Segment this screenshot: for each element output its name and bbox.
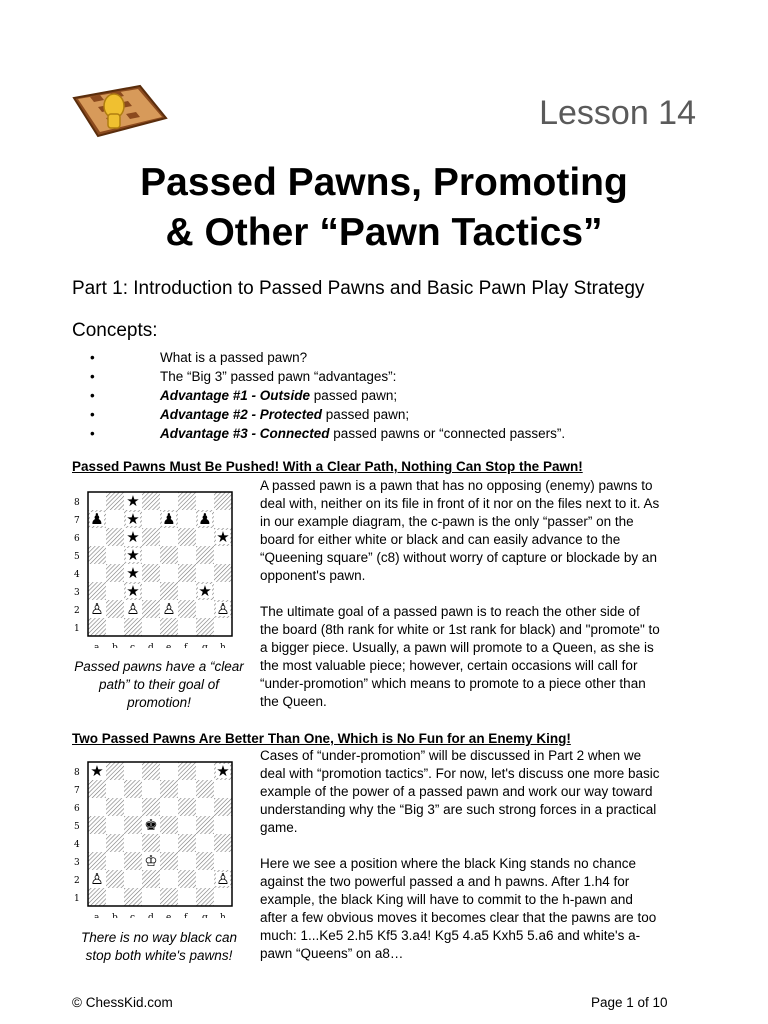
concepts-list	[72, 348, 692, 443]
board2-square	[106, 852, 124, 870]
board1-square	[124, 618, 142, 636]
chess-board-1	[68, 488, 248, 648]
board1-piece-e7: ♟	[162, 510, 176, 528]
concept-text: passed pawns or “connected passers”.	[329, 426, 566, 441]
bullet: •	[90, 426, 95, 441]
board1-square	[196, 492, 214, 510]
board2-square	[214, 888, 232, 906]
board1-square	[178, 582, 196, 600]
board1-file-label: d	[148, 643, 154, 648]
board1-rank-label: 8	[74, 498, 80, 508]
board2-square	[106, 834, 124, 852]
board2-square	[178, 798, 196, 816]
board2-square	[106, 870, 124, 888]
board1-square	[142, 492, 160, 510]
board2-square	[196, 852, 214, 870]
board1-piece-g7: ♟	[198, 510, 212, 528]
board2-square	[106, 816, 124, 834]
concept-item	[72, 424, 692, 443]
concept-text: passed pawn;	[322, 407, 410, 422]
board2-square	[88, 816, 106, 834]
board1-file-label: h	[220, 643, 226, 648]
board1-file-label: g	[202, 643, 208, 648]
board2-file-label: g	[202, 913, 208, 918]
title-line-2: & Other “Pawn Tactics”	[165, 211, 603, 254]
board2-file-label: h	[220, 913, 226, 918]
board1-square	[178, 564, 196, 582]
board2-square	[178, 780, 196, 798]
board1-rank-label: 1	[74, 624, 80, 634]
board2-square	[178, 834, 196, 852]
board1-piece-c2: ♙	[126, 600, 140, 618]
board1-square	[178, 528, 196, 546]
board1-square	[178, 600, 196, 618]
board1-square	[214, 564, 232, 582]
board2-square	[160, 888, 178, 906]
board1-piece-a7: ♟	[90, 510, 104, 528]
board2-piece-d3: ♔	[144, 852, 158, 870]
board1-rank-label: 4	[74, 570, 80, 580]
board2-square	[160, 798, 178, 816]
page-title	[0, 158, 768, 258]
board2-square	[124, 780, 142, 798]
board1-square	[142, 510, 160, 528]
board2-square	[196, 834, 214, 852]
board2-rank-label: 6	[74, 804, 80, 814]
board1-piece-e2: ♙	[162, 600, 176, 618]
board1-square	[160, 528, 178, 546]
concept-text: What is a passed pawn?	[160, 350, 308, 365]
board2-square	[214, 780, 232, 798]
title-line-1: Passed Pawns, Promoting	[140, 161, 628, 204]
board1-file-label: a	[94, 643, 100, 648]
board1-square	[106, 582, 124, 600]
board2-square	[88, 798, 106, 816]
board2-square	[124, 852, 142, 870]
board2-square	[142, 888, 160, 906]
board2-square	[196, 816, 214, 834]
part-heading: Part 1: Introduction to Passed Pawns and Basic Pawn Play Strategy	[72, 278, 645, 299]
board1-rank-label: 3	[74, 588, 80, 598]
board1-square	[88, 618, 106, 636]
section-2-body	[260, 747, 660, 981]
board1-square	[106, 618, 124, 636]
board1-rank-label: 6	[74, 534, 80, 544]
board2-rank-label: 4	[74, 840, 80, 850]
board2-square	[178, 870, 196, 888]
board1-piece-c7: ★	[126, 510, 140, 528]
board2-file-label: c	[130, 913, 136, 918]
board1-square	[142, 546, 160, 564]
board1-square	[142, 618, 160, 636]
board2-file-label: b	[112, 913, 118, 918]
board1-piece-c8: ★	[126, 492, 140, 510]
board2-square	[196, 870, 214, 888]
board1-file-label: f	[184, 643, 188, 648]
board2-square	[124, 888, 142, 906]
board1-piece-a2: ♙	[90, 600, 104, 618]
bullet: •	[90, 350, 95, 365]
board1-piece-c6: ★	[126, 528, 140, 546]
section-1-paragraph-2: The ultimate goal of a passed pawn is to reach the other side of the board (8th rank for white or 1st rank for black) and "promote" to a bigger piece. Usually, a pawn will promote to a Queen, as she is the most valuable piece; however, certain occasions will call for “under-promotion” which means to promote to a piece other than the Queen.	[260, 604, 660, 709]
board1-square	[142, 528, 160, 546]
board1-square	[178, 546, 196, 564]
board2-square	[124, 762, 142, 780]
board2-piece-a8: ★	[90, 762, 104, 780]
board2-square	[142, 870, 160, 888]
section-2-paragraph-2: Here we see a position where the black King stands no chance against the two powerful passed a and h pawns. After 1.h4 for example, the black King will have to commit to the h-pawn and after a few obvious moves it becomes clear that the pawns are too much: 1...Ke5 2.h5 Kf5 3.a4! Kg5 4.a5 Kxh5 5.a6 and white's a-pawn “Queens” on a8…	[260, 856, 657, 961]
board2-square	[160, 762, 178, 780]
section-2-paragraph-1: Cases of “under-promotion” will be discussed in Part 2 when we deal with “promotion tactics”. For now, let's discuss one more basic example of the power of a passed pawn and work our way toward understanding why the “Big 3” are such strong forces in a practical game.	[260, 748, 660, 835]
board2-piece-h2: ♙	[216, 870, 230, 888]
board1-rank-label: 5	[74, 552, 80, 562]
board2-square	[88, 834, 106, 852]
concept-text: The “Big 3” passed pawn “advantages”:	[160, 369, 397, 384]
board1-piece-c4: ★	[126, 564, 140, 582]
board2-square	[124, 870, 142, 888]
section-2-heading: Two Passed Pawns Are Better Than One, Which is No Fun for an Enemy King!	[72, 731, 571, 746]
board1-rank-label: 2	[74, 606, 80, 616]
bullet: •	[90, 407, 95, 422]
section-2-caption: There is no way black can stop both white's pawns!	[80, 930, 238, 963]
board2-square	[106, 780, 124, 798]
board2-square	[196, 798, 214, 816]
board2-square	[124, 798, 142, 816]
board2-square	[142, 780, 160, 798]
concepts-heading: Concepts:	[72, 320, 158, 341]
board2-square	[196, 762, 214, 780]
footer-page-number: Page 1 of 10	[591, 995, 668, 1010]
board2-rank-label: 7	[74, 786, 80, 796]
board1-square	[160, 546, 178, 564]
chess-board-2	[68, 758, 248, 918]
board1-piece-h2: ♙	[216, 600, 230, 618]
board2-rank-label: 2	[74, 876, 80, 886]
board1-square	[88, 564, 106, 582]
board1-square	[160, 582, 178, 600]
board2-piece-d5: ♚	[144, 816, 158, 834]
board2-rank-label: 8	[74, 768, 80, 778]
board2-square	[178, 888, 196, 906]
board2-square	[214, 852, 232, 870]
concept-bold: Advantage #1 - Outside	[160, 388, 311, 403]
bullet: •	[90, 369, 95, 384]
concept-item	[72, 386, 692, 405]
board2-square	[88, 852, 106, 870]
board1-square	[214, 618, 232, 636]
board1-square	[160, 564, 178, 582]
board2-file-label: f	[184, 913, 188, 918]
board2-square	[196, 888, 214, 906]
board1-square	[106, 492, 124, 510]
board1-square	[214, 546, 232, 564]
board2-square	[124, 834, 142, 852]
board2-square	[214, 834, 232, 852]
board1-square	[106, 546, 124, 564]
board2-square	[196, 780, 214, 798]
concept-bold: Advantage #3 - Connected	[160, 426, 330, 441]
board2-square	[142, 798, 160, 816]
section-1-heading: Passed Pawns Must Be Pushed! With a Clear Path, Nothing Can Stop the Pawn!	[72, 459, 583, 474]
board1-rank-label: 7	[74, 516, 80, 526]
bullet: •	[90, 388, 95, 403]
board1-file-label: b	[112, 643, 118, 648]
board1-square	[142, 582, 160, 600]
board2-rank-label: 1	[74, 894, 80, 904]
board1-piece-c5: ★	[126, 546, 140, 564]
board2-square	[178, 852, 196, 870]
board2-piece-h8: ★	[216, 762, 230, 780]
board2-file-label: d	[148, 913, 154, 918]
concept-item	[72, 348, 692, 367]
board2-square	[178, 762, 196, 780]
board1-square	[106, 528, 124, 546]
board2-square	[88, 888, 106, 906]
board1-square	[178, 618, 196, 636]
board1-piece-h6: ★	[216, 528, 230, 546]
board1-square	[178, 510, 196, 528]
board1-square	[196, 528, 214, 546]
board1-square	[106, 510, 124, 528]
board1-square	[88, 582, 106, 600]
board2-file-label: e	[166, 913, 172, 918]
board2-square	[160, 870, 178, 888]
board2-square	[214, 798, 232, 816]
board2-square	[106, 762, 124, 780]
board1-square	[106, 600, 124, 618]
board2-square	[142, 762, 160, 780]
board2-square	[160, 780, 178, 798]
board2-square	[88, 780, 106, 798]
board1-piece-g3: ★	[198, 582, 212, 600]
board1-square	[88, 492, 106, 510]
board2-file-label: a	[94, 913, 100, 918]
board2-piece-a2: ♙	[90, 870, 104, 888]
chesskid-logo	[70, 78, 270, 144]
board2-square	[142, 834, 160, 852]
board1-file-label: c	[130, 643, 136, 648]
footer-copyright: © ChessKid.com	[72, 995, 173, 1010]
concept-bold: Advantage #2 - Protected	[160, 407, 323, 422]
board1-square	[160, 618, 178, 636]
board2-square	[214, 816, 232, 834]
board-diagram-1	[68, 488, 248, 648]
board1-square	[196, 600, 214, 618]
board2-rank-label: 3	[74, 858, 80, 868]
section-1-paragraph-1: A passed pawn is a pawn that has no opposing (enemy) pawns to deal with, neither on its file in front of it nor on the files next to it. As in our example diagram, the c-pawn is the only “passer” on the board for either white or black and can easily advance to the “Queening square” (c8) without worry of capture or blockade by an opponent's pawn.	[260, 478, 660, 583]
board1-square	[142, 564, 160, 582]
board2-square	[106, 798, 124, 816]
board1-square	[196, 546, 214, 564]
board1-square	[214, 582, 232, 600]
board2-square	[124, 816, 142, 834]
board1-square	[178, 492, 196, 510]
board2-square	[160, 852, 178, 870]
board2-square	[106, 888, 124, 906]
board1-file-label: e	[166, 643, 172, 648]
board-diagram-2	[68, 758, 248, 918]
concept-item	[72, 367, 692, 386]
board1-square	[88, 546, 106, 564]
board2-square	[160, 834, 178, 852]
board2-square	[160, 816, 178, 834]
concept-text: passed pawn;	[310, 388, 398, 403]
board1-square	[106, 564, 124, 582]
section-1-body	[260, 477, 660, 729]
board1-square	[196, 564, 214, 582]
board1-square	[142, 600, 160, 618]
board1-piece-c3: ★	[126, 582, 140, 600]
section-1-caption: Passed pawns have a “clear path” to their goal of promotion!	[74, 659, 244, 710]
board1-square	[160, 492, 178, 510]
concept-item	[72, 405, 692, 424]
board2-square	[178, 816, 196, 834]
board1-square	[214, 492, 232, 510]
board1-square	[196, 618, 214, 636]
board1-square	[214, 510, 232, 528]
board1-square	[88, 528, 106, 546]
lesson-label: Lesson 14	[539, 94, 696, 132]
board2-rank-label: 5	[74, 822, 80, 832]
